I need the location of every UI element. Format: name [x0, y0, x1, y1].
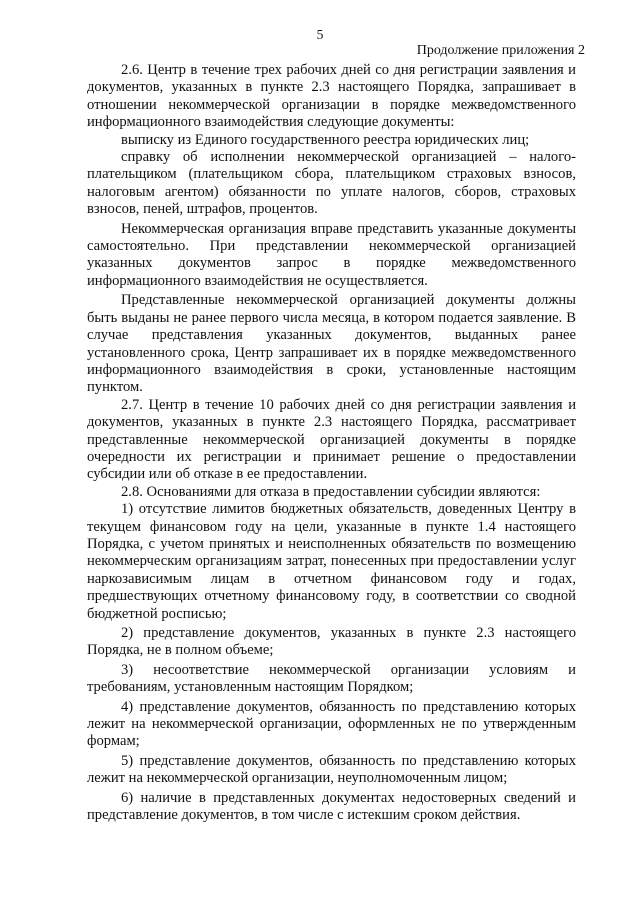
refusal-item-1: 1) отсутствие лимитов бюджетных обязательств, доведенных Центру в текущем финансовом году на цели, указанные в пункте 1.4 настоящего Порядка, с учетом принятых и неисполненных обязательств по возмещению некоммерческим организациям затрат, понесенных при предоставлении услуг наркозависимым лицам в отчетном финансовом году и годах, предшествующих отчетному финансовому году, в соответствии со сводной бюджетной росписью;	[87, 501, 576, 622]
appendix-continuation-note: Продолжение приложения 2	[416, 43, 585, 58]
refusal-item-5: 5) представление документов, обязанность по представлению которых лежит на некоммерческой организации, неуполномоченным лицом;	[87, 752, 576, 787]
document-body	[87, 62, 576, 824]
paragraph-tax-certificate: справку об исполнении некоммерческой организацией – налого-плательщиком (плательщиком сбора, плательщиком страховых взносов, налоговым агентом) обязанности по уплате налогов, сборов, страховых взносов, пеней, штрафов, процентов.	[87, 149, 576, 218]
refusal-item-6: 6) наличие в представленных документах недостоверных сведений и представление документов, в том числе с истекшим сроком действия.	[87, 789, 576, 824]
refusal-item-4: 4) представление документов, обязанность по представлению которых лежит на некоммерческой организации, оформленных не по утвержденным формам;	[87, 698, 576, 750]
paragraph-2-6: 2.6. Центр в течение трех рабочих дней со дня регистрации заявления и документов, указанных в пункте 2.3 настоящего Порядка, запрашивает в отношении некоммерческой организации в порядке межведомственного информационного взаимодействия следующие документы:	[87, 62, 576, 131]
page-number: 5	[316, 27, 324, 42]
paragraph-document-dates: Представленные некоммерческой организацией документы должны быть выданы не ранее первого числа месяца, в котором подается заявление. В случае представления указанных документов, выданных ранее установленного срока, Центр запрашивает их в порядке межведомственного информационного взаимодействия в сроки, установленные настоящим пунктом.	[87, 292, 576, 396]
refusal-item-3: 3) несоответствие некоммерческой организации условиям и требованиям, установленным настоящим Порядком;	[87, 661, 576, 696]
paragraph-2-7: 2.7. Центр в течение 10 рабочих дней со дня регистрации заявления и документов, указанных в пункте 2.3 настоящего Порядка, рассматривает представленные некоммерческой организацией документы в порядке очередности их регистрации и принимает решение о предоставлении субсидии или об отказе в ее предоставлении.	[87, 396, 576, 483]
paragraph-egrul-extract: выписку из Единого государственного реестра юридических лиц;	[121, 131, 530, 148]
refusal-item-2: 2) представление документов, указанных в пункте 2.3 настоящего Порядка, не в полном объеме;	[87, 625, 576, 659]
paragraph-self-submission: Некоммерческая организация вправе представить указанные документы самостоятельно. При представлении некоммерческой организацией указанных документов запрос в порядке межведомственного информационного взаимодействия не осуществляется.	[87, 220, 576, 289]
paragraph-2-8: 2.8. Основаниями для отказа в предоставлении субсидии являются:	[121, 483, 541, 500]
